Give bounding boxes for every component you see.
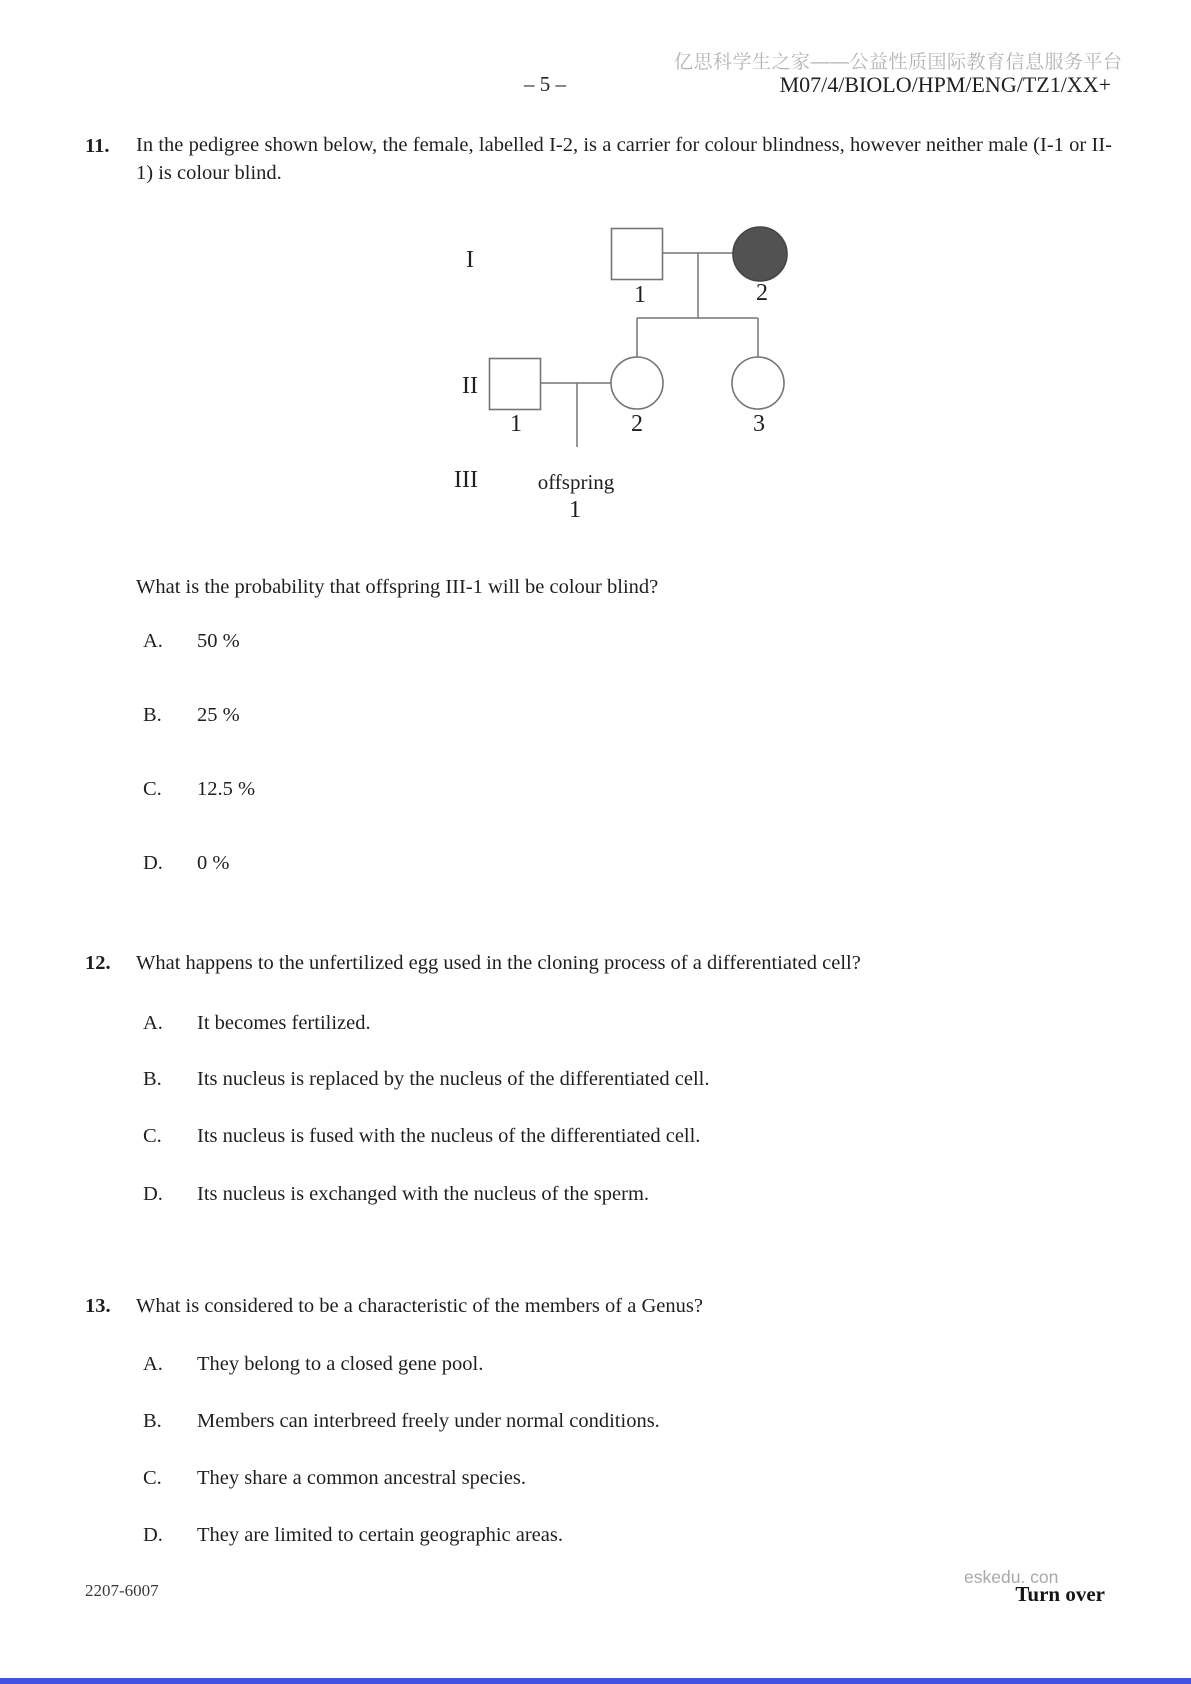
affected-female-circle-i2 xyxy=(733,227,787,281)
question-13-number: 13. xyxy=(85,1295,111,1317)
option-text: Members can interbreed freely under normal conditions. xyxy=(197,1410,660,1432)
generation-label-1: I xyxy=(466,247,474,273)
option-letter: A. xyxy=(143,1353,163,1375)
option-letter: D. xyxy=(143,852,163,874)
document-code: 2207-6007 xyxy=(85,1581,159,1600)
option-letter: A. xyxy=(143,630,163,652)
option-text: They are limited to certain geographic areas. xyxy=(197,1524,563,1546)
option-text: Its nucleus is exchanged with the nucleus of the sperm. xyxy=(197,1183,650,1205)
bottom-blue-bar xyxy=(0,1678,1191,1684)
generation-label-2: II xyxy=(462,373,478,399)
question-13-option-d xyxy=(143,1524,563,1547)
female-circle-ii3 xyxy=(732,357,784,409)
option-letter: C. xyxy=(143,778,162,800)
question-11-option-c xyxy=(143,778,255,801)
individual-label-ii3: 3 xyxy=(753,411,765,437)
question-12-option-a xyxy=(143,1012,371,1035)
question-13-stem: What is considered to be a characteristic of the members of a Genus? xyxy=(136,1295,703,1317)
question-11-subquestion: What is the probability that offspring III-1 will be colour blind? xyxy=(136,576,659,598)
option-text: They belong to a closed gene pool. xyxy=(197,1353,484,1375)
option-text: Its nucleus is replaced by the nucleus of the differentiated cell. xyxy=(197,1068,710,1090)
individual-label-i2: 2 xyxy=(756,280,768,306)
individual-label-ii2: 2 xyxy=(631,411,643,437)
option-letter: D. xyxy=(143,1524,163,1546)
site-watermark-bottom: eskedu. con xyxy=(964,1567,1059,1587)
question-12-option-b xyxy=(143,1068,710,1091)
question-12-number: 12. xyxy=(85,952,111,974)
individual-label-i1: 1 xyxy=(634,282,646,308)
option-letter: C. xyxy=(143,1467,162,1489)
option-letter: D. xyxy=(143,1183,163,1205)
female-circle-ii2 xyxy=(611,357,663,409)
individual-label-ii1: 1 xyxy=(510,411,522,437)
option-text: 12.5 % xyxy=(197,778,256,800)
paper-code: M07/4/BIOLO/HPM/ENG/TZ1/XX+ xyxy=(779,72,1111,97)
option-text: They share a common ancestral species. xyxy=(197,1467,527,1489)
question-11-option-b xyxy=(143,704,240,727)
male-square-ii1 xyxy=(490,359,541,410)
page-number: – 5 – xyxy=(524,72,566,96)
option-text: 0 % xyxy=(197,852,230,874)
question-12-option-c xyxy=(143,1125,700,1148)
site-watermark-text: 亿思科学生之家——公益性质国际教育信息服务平台 xyxy=(674,52,1123,73)
question-12-option-d xyxy=(143,1183,649,1206)
question-11-number: 11. xyxy=(85,135,110,157)
generation-label-3: III xyxy=(454,467,478,493)
option-text: It becomes fertilized. xyxy=(197,1012,371,1034)
option-letter: B. xyxy=(143,1410,162,1432)
question-11-stem: In the pedigree shown below, the female, labelled I-2, is a carrier for colour blindness, however neither male (I-1 or II-1) is colour blind. xyxy=(136,134,1112,184)
option-letter: B. xyxy=(143,704,162,726)
question-12-stem: What happens to the unfertilized egg used in the cloning process of a differentiated cell? xyxy=(136,952,861,974)
option-letter: C. xyxy=(143,1125,162,1147)
question-13-option-a xyxy=(143,1353,483,1376)
option-text: 50 % xyxy=(197,630,240,652)
pedigree-diagram xyxy=(440,205,810,525)
offspring-label: offspring xyxy=(537,470,615,494)
option-text: 25 % xyxy=(197,704,240,726)
turn-over-label: Turn over xyxy=(1015,1582,1105,1606)
question-11-option-a xyxy=(143,630,240,653)
offspring-number: 1 xyxy=(569,497,581,523)
question-13-option-c xyxy=(143,1467,526,1490)
question-11-option-d xyxy=(143,852,229,875)
question-13-option-b xyxy=(143,1410,660,1433)
option-letter: B. xyxy=(143,1068,162,1090)
option-letter: A. xyxy=(143,1012,163,1034)
male-square-i1 xyxy=(612,229,663,280)
option-text: Its nucleus is fused with the nucleus of the differentiated cell. xyxy=(197,1125,701,1147)
